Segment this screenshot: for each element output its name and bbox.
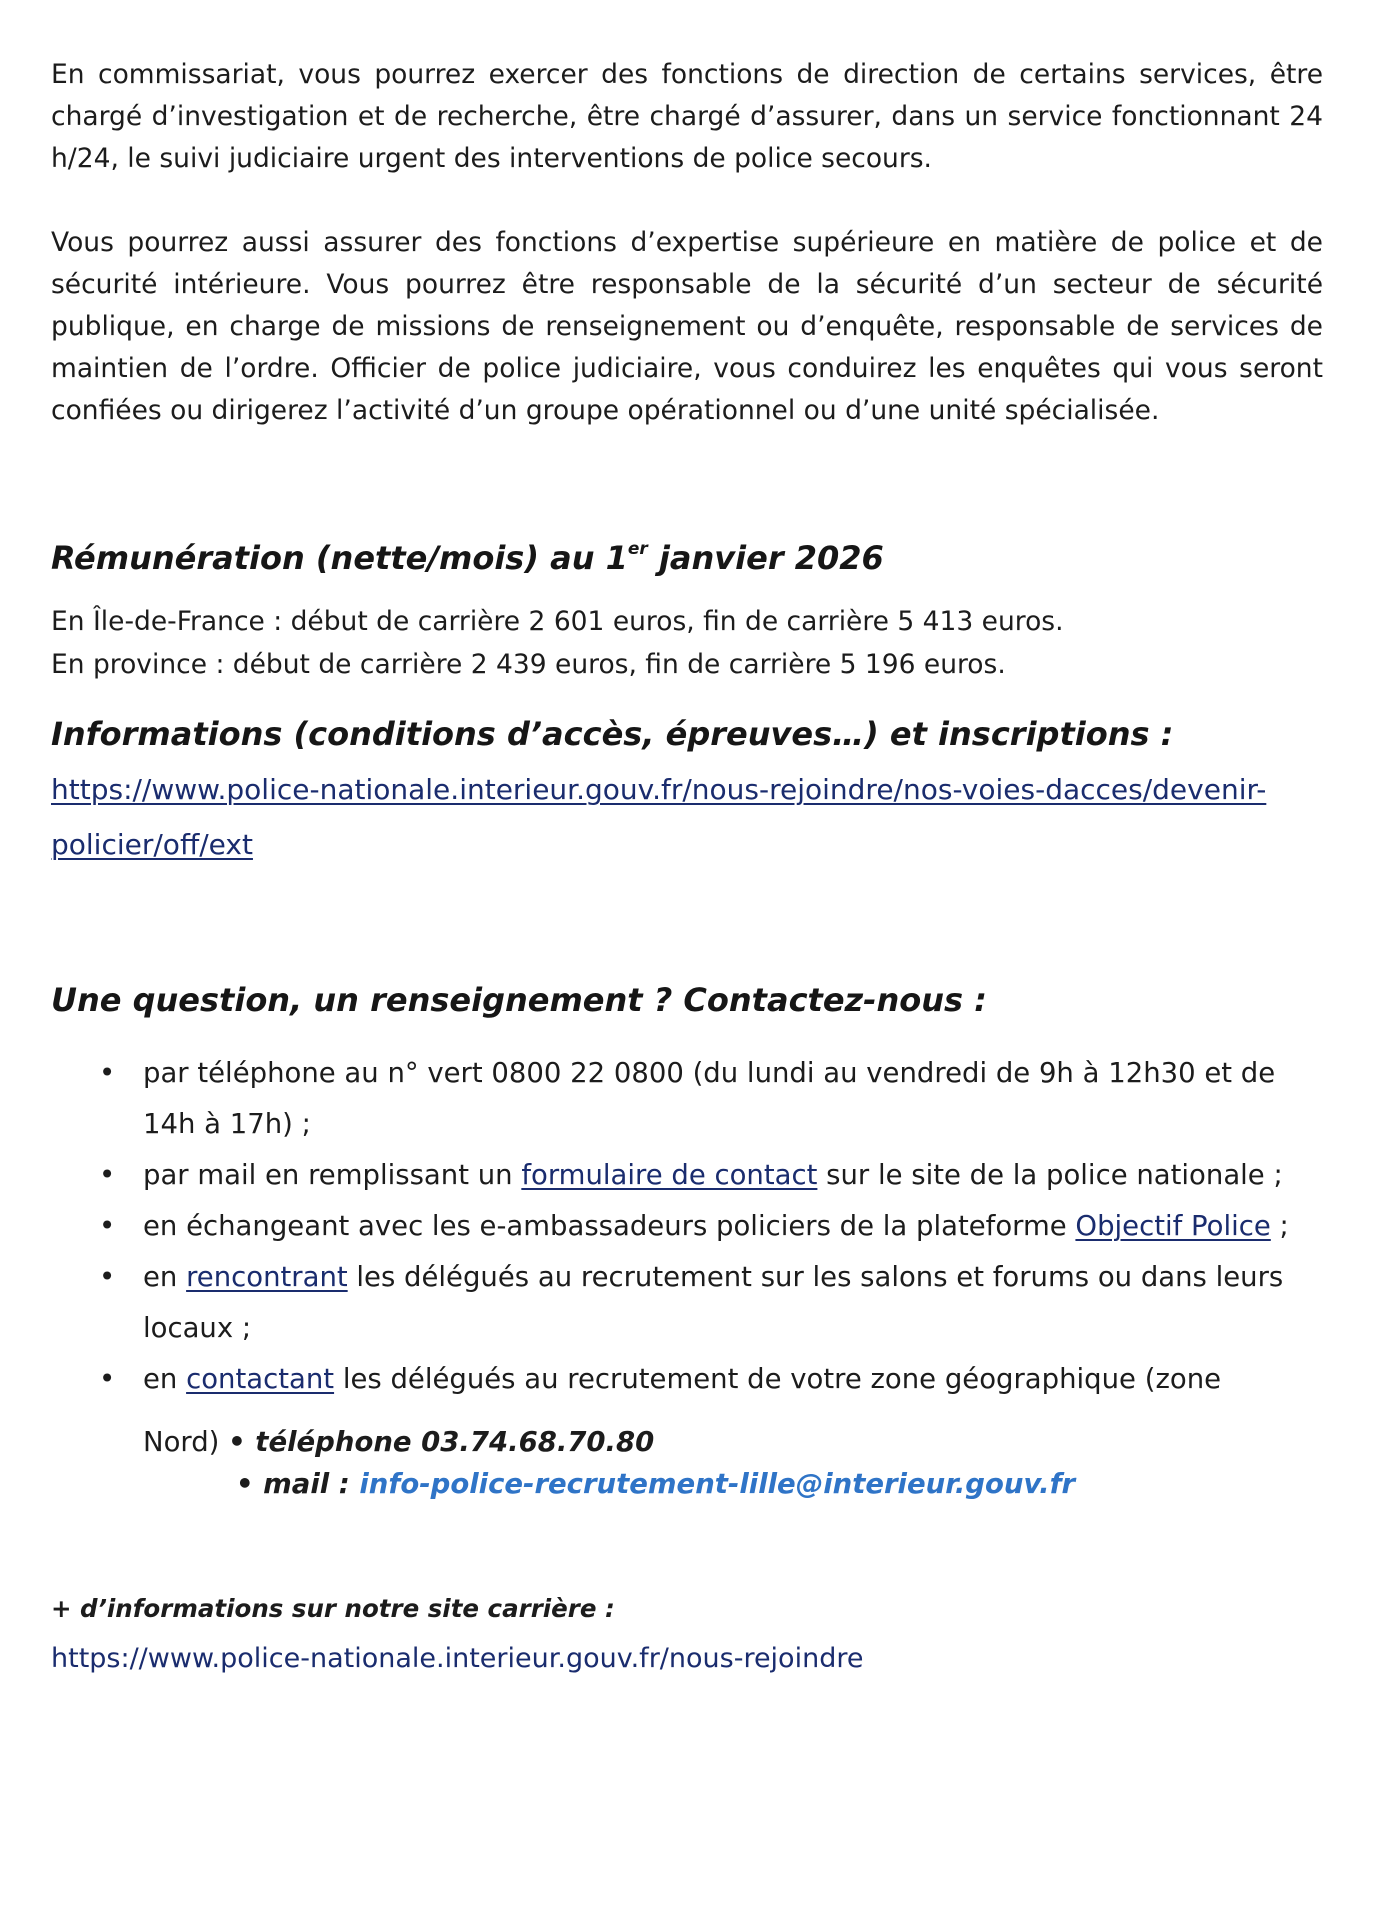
formulaire-de-contact-link[interactable]: formulaire de contact bbox=[521, 1159, 818, 1191]
bullet-icon: • bbox=[99, 1363, 116, 1395]
contact-item-mail-pre: par mail en remplissant un bbox=[143, 1159, 522, 1191]
informations-link[interactable] bbox=[51, 773, 1266, 861]
career-site-link[interactable]: https://www.police-nationale.interieur.gouv.fr/nous-rejoindre bbox=[51, 1643, 864, 1674]
bullet-icon: • bbox=[99, 1261, 116, 1293]
contact-item-ambassadeurs-post: ; bbox=[1270, 1210, 1289, 1242]
informations-link-line1: https://www.police-nationale.interieur.gouv.fr/nous-rejoindre/nos-voies-dacces/devenir- bbox=[51, 773, 1267, 806]
informations-heading: Informations (conditions d’accès, épreuves…) et inscriptions : bbox=[51, 715, 1174, 753]
zone-nord-word: Nord) bbox=[143, 1426, 220, 1458]
remuneration-heading-post: janvier 2026 bbox=[647, 539, 884, 577]
zone-nord-phone-line bbox=[143, 1421, 1323, 1463]
contact-item-rencontrant bbox=[51, 1252, 1323, 1354]
contact-item-contactant-pre: en bbox=[143, 1363, 187, 1395]
more-info-label: + d’informations sur notre site carrière : bbox=[51, 1594, 615, 1623]
bullet-icon: • bbox=[99, 1159, 116, 1191]
contact-item-mail-post: sur le site de la police nationale ; bbox=[817, 1159, 1283, 1191]
remuneration-heading-sup: er bbox=[627, 539, 648, 559]
informations-link-block bbox=[51, 762, 1323, 872]
intro-paragraph-expertise: Vous pourrez aussi assurer des fonctions d’expertise supérieure en matière de police et de sécurité intérieure. Vous pourrez être responsable de la sécurité d’un secteur de sécurité publique, en charge de missions de renseignement ou d’enquête, responsable de services de maintien de l’ordre. Officier de police judiciaire, vous conduirez les enquêtes qui vous seront confiées ou dirigerez l’activité d’un groupe opérationnel ou d’une unité spécialisée. bbox=[51, 227, 1323, 426]
zone-nord-mail-line bbox=[143, 1463, 1323, 1505]
objectif-police-link[interactable]: Objectif Police bbox=[1075, 1210, 1271, 1242]
contactant-link[interactable]: contactant bbox=[186, 1363, 335, 1395]
zone-nord-phone[interactable]: • téléphone 03.74.68.70.80 bbox=[228, 1426, 655, 1458]
zone-nord-mail-label: • mail : bbox=[236, 1468, 360, 1500]
contact-item-contactant bbox=[51, 1354, 1323, 1405]
informations-link-line2: policier/off/ext bbox=[51, 828, 253, 861]
bullet-icon: • bbox=[99, 1057, 116, 1089]
zone-nord-contact bbox=[51, 1421, 1323, 1505]
zone-nord-mail-link[interactable]: info-police-recrutement-lille@interieur.gouv.fr bbox=[359, 1468, 1076, 1500]
contact-item-ambassadeurs-pre: en échangeant avec les e-ambassadeurs policiers de la plateforme bbox=[143, 1210, 1076, 1242]
contact-item-phone-text: par téléphone au n° vert 0800 22 0800 (du lundi au vendredi de 9h à 12h30 et de 14h à 17h) ; bbox=[143, 1057, 1276, 1140]
salary-ile-de-france: En Île-de-France : début de carrière 2 601 euros, fin de carrière 5 413 euros. bbox=[51, 606, 1064, 637]
contact-item-contactant-post: les délégués au recrutement de votre zone géographique (zone bbox=[334, 1363, 1222, 1395]
contact-item-rencontrant-pre: en bbox=[143, 1261, 187, 1293]
contact-item-mail bbox=[51, 1150, 1323, 1201]
contact-item-rencontrant-post: les délégués au recrutement sur les salons et forums ou dans leurs locaux ; bbox=[143, 1261, 1284, 1344]
salary-block bbox=[51, 600, 1323, 686]
salary-province: En province : début de carrière 2 439 euros, fin de carrière 5 196 euros. bbox=[51, 649, 1006, 680]
intro-paragraph-commissariat: En commissariat, vous pourrez exercer des fonctions de direction de certains services, être chargé d’investigation et de recherche, être chargé d’assurer, dans un service fonctionnant 24 h/24, le suivi judiciaire urgent des interventions de police secours. bbox=[51, 59, 1323, 174]
contact-list bbox=[51, 1048, 1323, 1405]
contact-heading: Une question, un renseignement ? Contactez-nous : bbox=[51, 981, 987, 1019]
rencontrant-link[interactable]: rencontrant bbox=[186, 1261, 348, 1293]
contact-item-ambassadeurs bbox=[51, 1201, 1323, 1252]
remuneration-heading-pre: Rémunération (nette/mois) au 1 bbox=[51, 539, 628, 577]
contact-item-phone bbox=[51, 1048, 1323, 1150]
remuneration-heading bbox=[51, 538, 1323, 578]
bullet-icon: • bbox=[99, 1210, 116, 1242]
